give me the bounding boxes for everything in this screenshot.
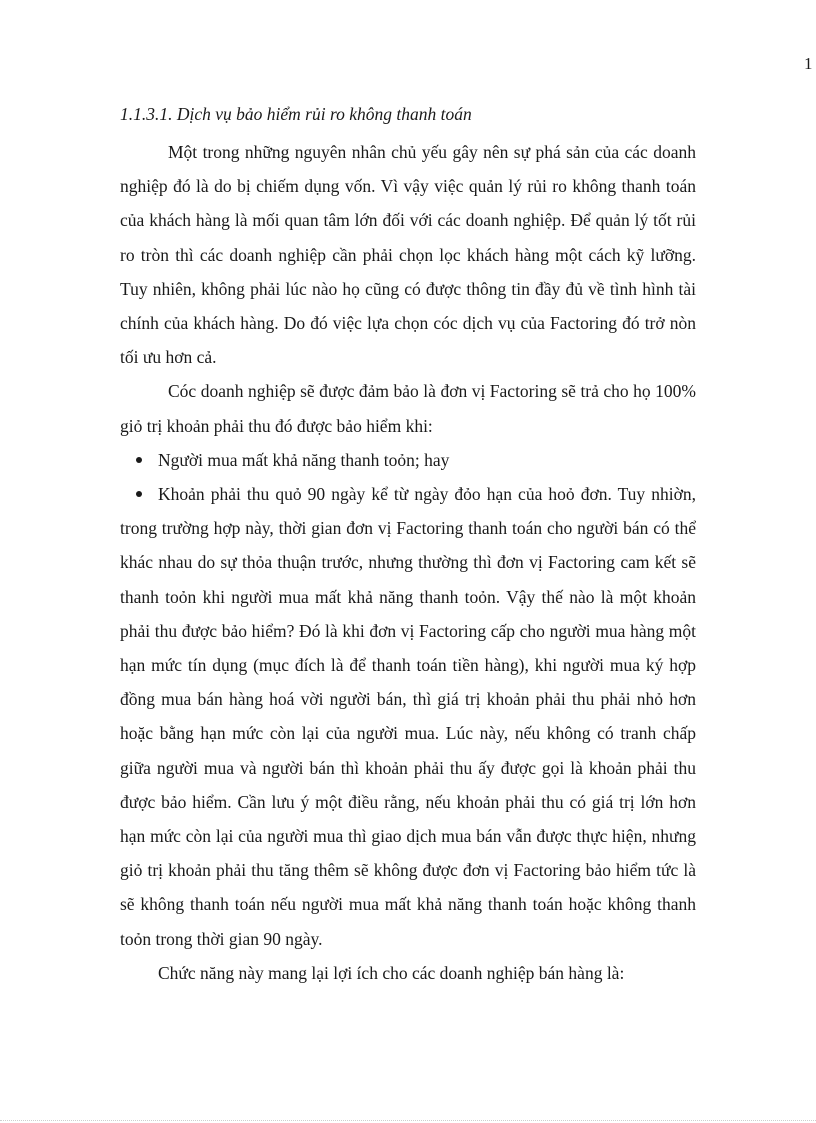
- bullet-item-overdue: [120, 477, 696, 956]
- bullet-item-insolvency: [120, 443, 696, 477]
- page-number: 1: [804, 54, 813, 73]
- paragraph-intro: Một trong những nguyên nhân chủ yếu gây nên sự phá sản của các doanh nghiệp đó là do bị chiếm dụng vốn. Vì vậy việc quản lý rủi ro không thanh toán của khách hàng là mối quan tâm lớn đối với các doanh nghiệp. Để quản lý tốt rủi ro tròn thì các doanh nghiệp cần phải chọn lọc khách hàng một cách kỹ lưỡng. Tuy nhiên, không phải lúc nào họ cũng có được thông tin đầy đủ về tình hình tài chính của khách hàng. Do đó việc lựa chọn cóc dịch vụ của Factoring đó trở nòn tối ưu hơn cả.: [120, 142, 696, 368]
- paragraph-benefits: Chức năng này mang lại lợi ích cho các doanh nghiệp bán hàng là:: [158, 962, 625, 983]
- page-bottom-divider: [0, 1120, 816, 1121]
- bullet-icon: [136, 477, 158, 511]
- bullet-text: Người mua mất khả năng thanh toỏn; hay: [158, 449, 450, 470]
- document-body: [120, 135, 696, 990]
- paragraph-guarantee: Cóc doanh nghiệp sẽ được đảm bảo là đơn vị Factoring sẽ trả cho họ 100% giỏ trị khoản phải thu đó được bảo hiểm khi:: [120, 381, 696, 436]
- bullet-icon: [136, 443, 158, 477]
- section-heading: 1.1.3.1. Dịch vụ bảo hiểm rủi ro không thanh toán: [120, 104, 472, 124]
- bullet-text: Khoản phải thu quỏ 90 ngày kể từ ngày đỏo hạn của hoỏ đơn. Tuy nhiờn, trong trường hợp này, thời gian đơn vị Factoring thanh toán cho người bán có thể khác nhau do sự thỏa thuận trước, nhưng thường thì đơn vị Factoring cam kết sẽ thanh toỏn khi người mua mất khả năng thanh toỏn. Vậy thế nào là một khoản phải thu được bảo hiểm? Đó là khi đơn vị Factoring cấp cho người mua hàng một hạn mức tín dụng (mục đích là để thanh toán tiền hàng), khi người mua ký hợp đồng mua bán hàng hoá vời người bán, thì giá trị khoản phải thu phải nhỏ hơn hoặc bằng hạn mức còn lại của người mua. Lúc này, nếu không có tranh chấp giữa người mua và người bán thì khoản phải thu ấy được gọi là khoản phải thu được bảo hiểm. Cần lưu ý một điều rằng, nếu khoản phải thu có giá trị lớn hơn hạn mức còn lại của người mua thì giao dịch mua bán vẫn được thực hiện, nhưng giỏ trị khoản phải thu tăng thêm sẽ không được đơn vị Factoring bảo hiểm tức là sẽ không thanh toán nếu người mua mất khả năng thanh toán hoặc không thanh toỏn trong thời gian 90 ngày.: [120, 484, 696, 949]
